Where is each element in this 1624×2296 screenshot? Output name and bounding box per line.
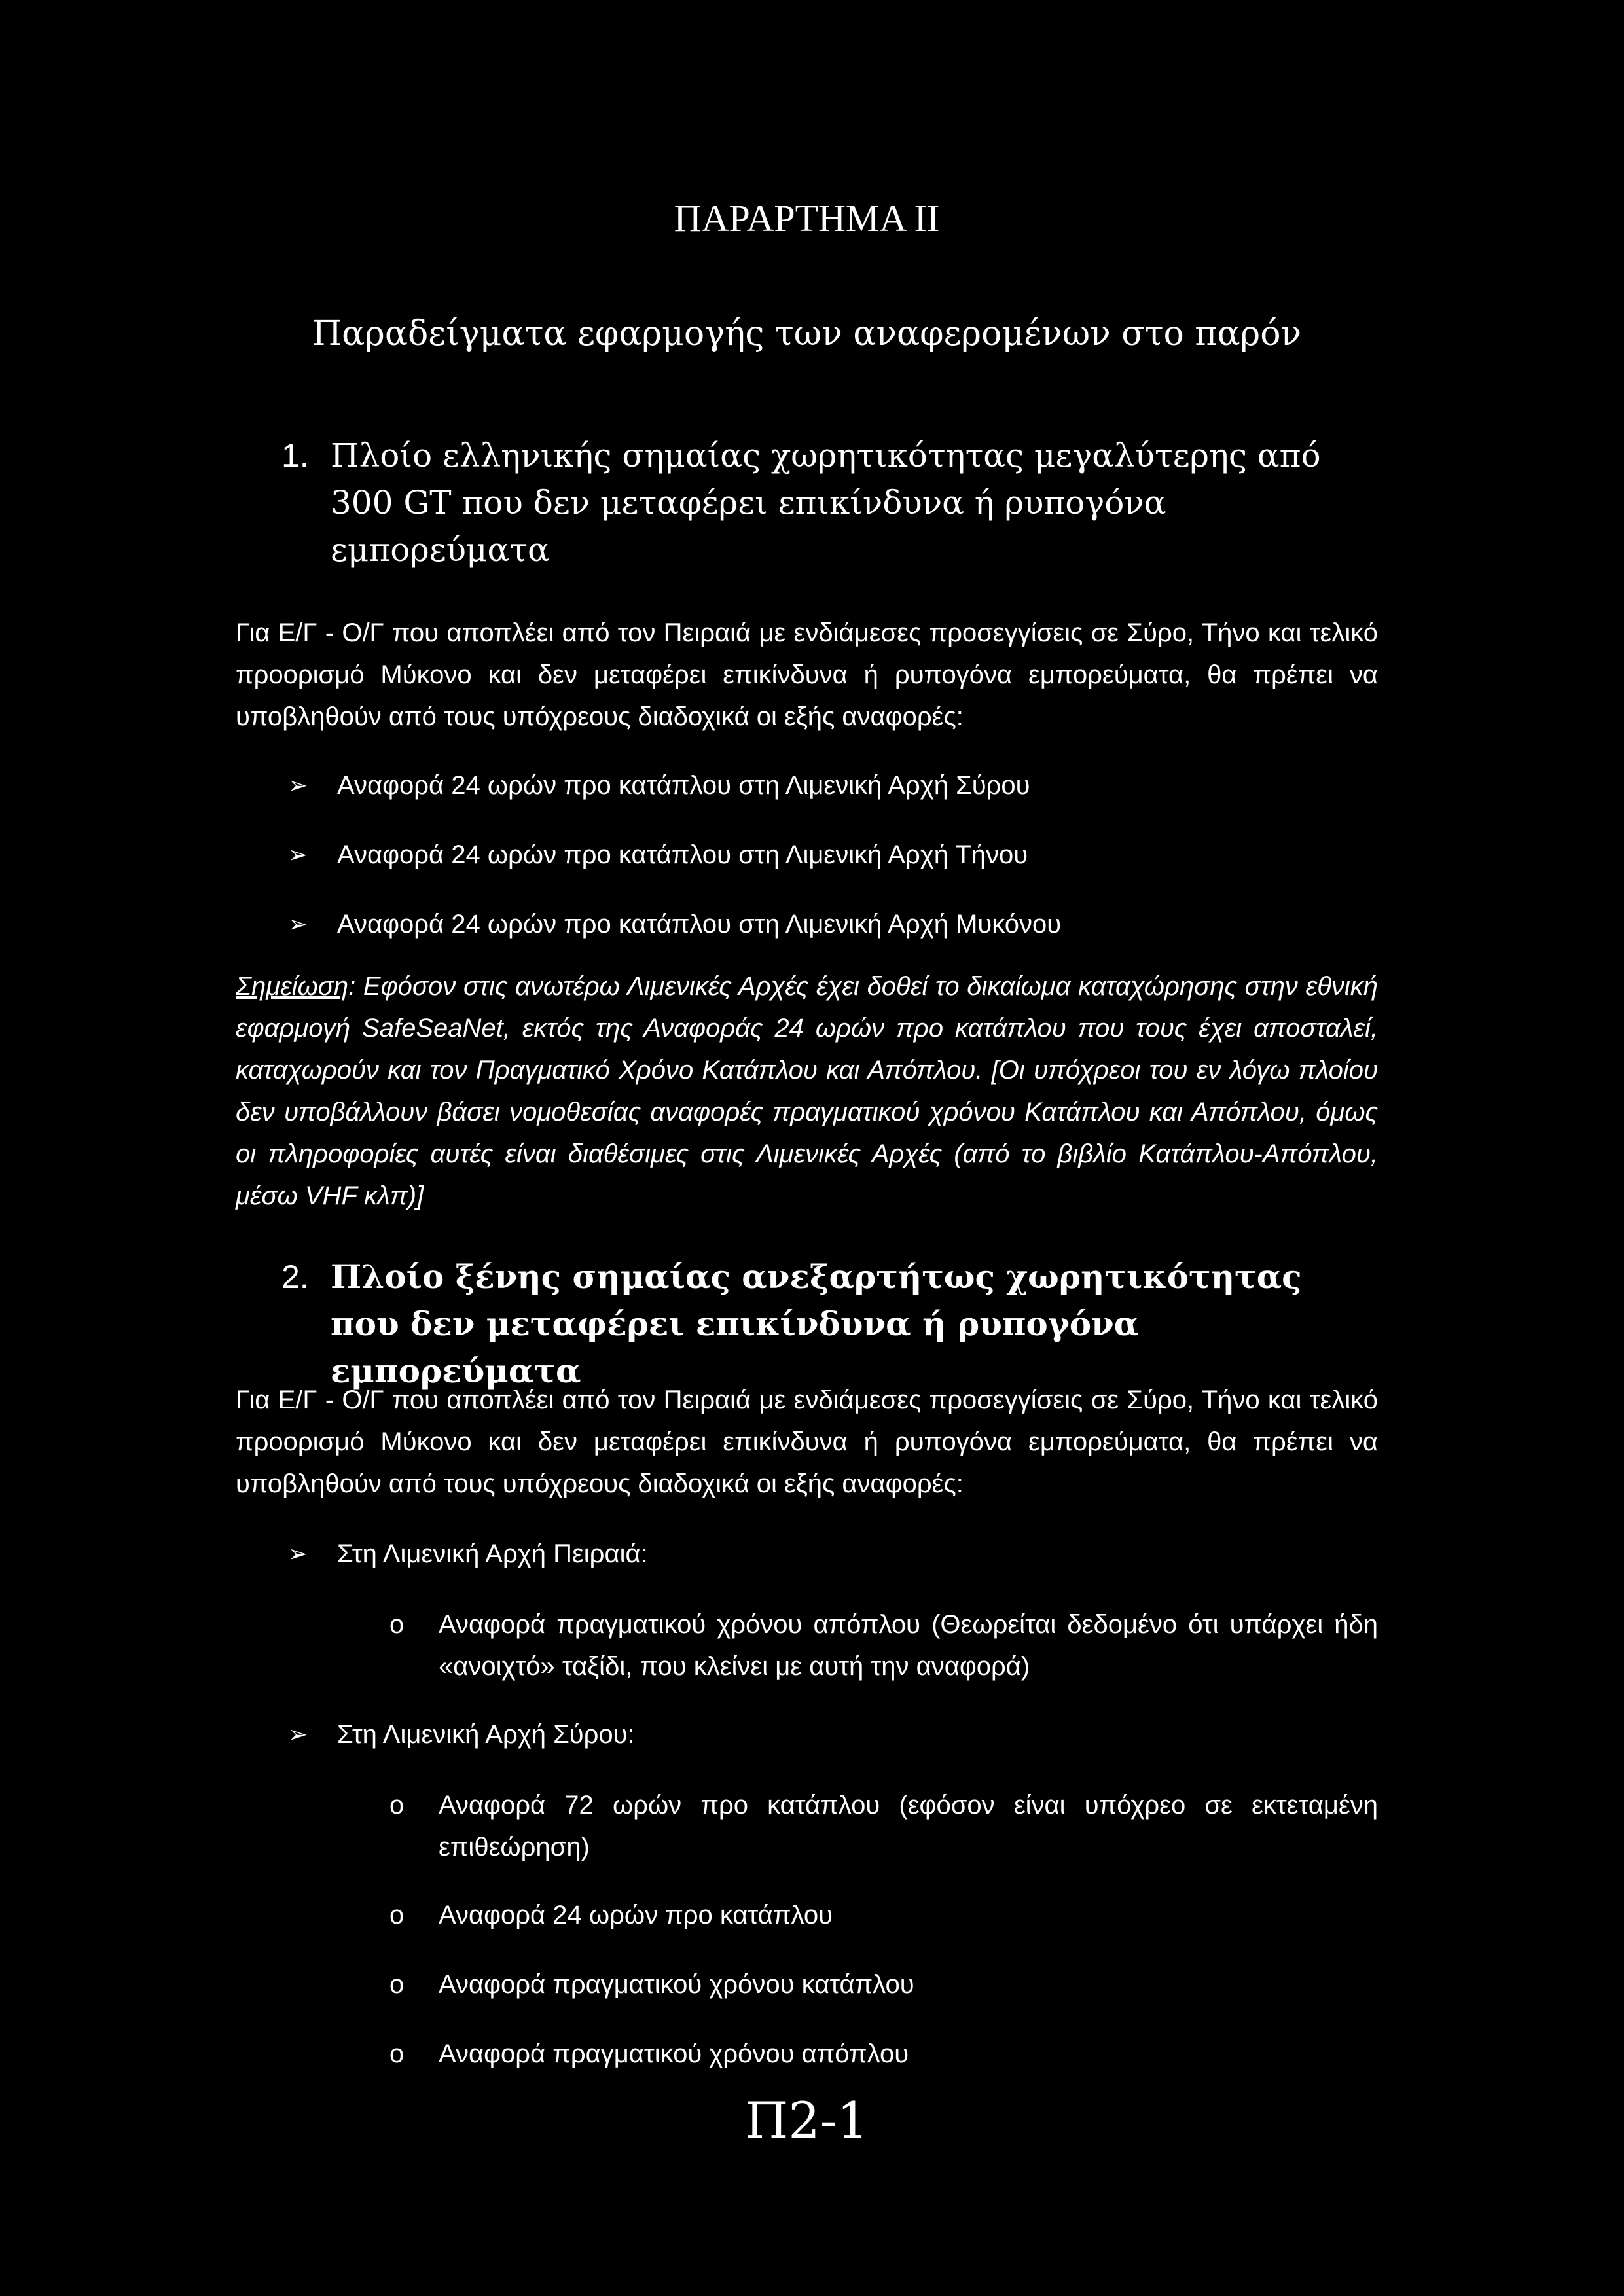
page-number: Π2-1 [745, 2091, 869, 2149]
section-2-group-piraeus [288, 1533, 1375, 1575]
section-1-title: Πλοίο ελληνικής σημαίας χωρητικότητας μεγαλύτερης από 300 GT που δεν μεταφέρει επικίνδυνα ή ρυπογόνα εμπορεύματα [331, 437, 1321, 569]
arrow-bullet-icon: ➢ [288, 772, 308, 798]
section-1-intro: Για Ε/Γ - Ο/Γ που αποπλέει από τον Πειραιά με ενδιάμεσες προσεγγίσεις σε Σύρο, Τήνο και τελικό προορισμό Μύκονο και δεν μεταφέρει επικίνδυνα ή ρυπογόνα εμπορεύματα, θα πρέπει να υποβληθούν από τους υπόχρεους διαδοχικά οι εξής αναφορές: [236, 619, 1378, 731]
note-text: : Εφόσον στις ανωτέρω Λιμενικές Αρχές έχει δοθεί το δικαίωμα καταχώρησης στην εθνική εφαρμογή SafeSeaNet, εκτός της Αναφοράς 24 ωρών προ κατάπλου που τους έχει αποσταλεί, καταχωρούν και τον Πραγματικό Χρόνο Κατάπλου και Απόπλου. [Οι υπόχρεοι του εν λόγω πλοίου δεν υποβάλλουν βάσει νομοθεσίας αναφορές πραγματικού χρόνου Κατάπλου και Απόπλου, όμως οι πληροφορίες αυτές είναι διαθέσιμες στις Λιμενικές Αρχές (από το βιβλίο Κατάπλου-Απόπλου, μέσω VHF κλπ)] [236, 972, 1378, 1210]
section-2-intro: Για Ε/Γ - Ο/Γ που αποπλέει από τον Πειραιά με ενδιάμεσες προσεγγίσεις σε Σύρο, Τήνο και τελικό προορισμό Μύκονο και δεν μεταφέρει επικίνδυνα ή ρυπογόνα εμπορεύματα, θα πρέπει να υποβληθούν από τους υπόχρεους διαδοχικά οι εξής αναφορές: [236, 1386, 1378, 1498]
circle-bullet-icon: o [389, 1610, 405, 1639]
note-paragraph [236, 965, 1378, 1217]
circle-bullet-icon: o [389, 2039, 405, 2068]
group-label: Στη Λιμενική Αρχή Πειραιά: [337, 1539, 648, 1568]
annex-title: ΠΑΡΑΡΤΗΜΑ ΙΙ [674, 197, 940, 240]
sub-list-item [389, 1964, 1378, 2005]
arrow-bullet-icon: ➢ [288, 1540, 308, 1567]
document-subtitle: Παραδείγματα εφαρμογής των αναφερομένων στο παρόν [312, 314, 1302, 353]
sub-list-item [389, 1784, 1378, 1868]
section-2-title: Πλοίο ξένης σημαίας ανεξαρτήτως χωρητικότητας που δεν μεταφέρει επικίνδυνα ή ρυπογόνα εμπορεύματα [331, 1257, 1302, 1390]
circle-bullet-icon: o [389, 1791, 405, 1820]
sub-item-text: Αναφορά πραγματικού χρόνου απόπλου (Θεωρείται δεδομένο ότι υπάρχει ήδη «ανοιχτό» ταξίδι, που κλείνει με αυτή την αναφορά) [439, 1610, 1378, 1681]
sub-item-text: Αναφορά πραγματικού χρόνου κατάπλου [439, 1970, 914, 1999]
arrow-bullet-icon: ➢ [288, 1721, 308, 1748]
sub-item-text: Αναφορά 72 ωρών προ κατάπλου (εφόσον είναι υπόχρεο σε εκτεταμένη επιθεώρηση) [439, 1791, 1378, 1861]
section-2-heading [281, 1253, 1342, 1395]
section-1-bullet [288, 764, 1375, 806]
section-2-number: 2. [281, 1259, 309, 1295]
sub-list-item [389, 1894, 1378, 1936]
bullet-text: Αναφορά 24 ωρών προ κατάπλου στη Λιμενική Αρχή Τήνου [337, 840, 1028, 869]
section-2-group-syros [288, 1713, 1375, 1755]
note-label: Σημείωση [236, 972, 349, 1001]
sub-list-item [389, 2033, 1378, 2075]
circle-bullet-icon: o [389, 1970, 405, 1999]
section-1-number: 1. [281, 437, 309, 474]
section-1-bullet [288, 903, 1375, 945]
arrow-bullet-icon: ➢ [288, 841, 308, 868]
bullet-text: Αναφορά 24 ωρών προ κατάπλου στη Λιμενική Αρχή Μυκόνου [337, 910, 1062, 939]
sub-list-item [389, 1604, 1378, 1687]
bullet-text: Αναφορά 24 ωρών προ κατάπλου στη Λιμενική Αρχή Σύρου [337, 771, 1030, 800]
section-1-heading [281, 432, 1342, 573]
circle-bullet-icon: o [389, 1901, 405, 1929]
sub-item-text: Αναφορά 24 ωρών προ κατάπλου [439, 1901, 833, 1929]
section-1-bullet [288, 834, 1375, 876]
arrow-bullet-icon: ➢ [288, 910, 308, 937]
sub-item-text: Αναφορά πραγματικού χρόνου απόπλου [439, 2039, 909, 2068]
group-label: Στη Λιμενική Αρχή Σύρου: [337, 1720, 635, 1749]
document-page [236, 0, 1378, 2296]
